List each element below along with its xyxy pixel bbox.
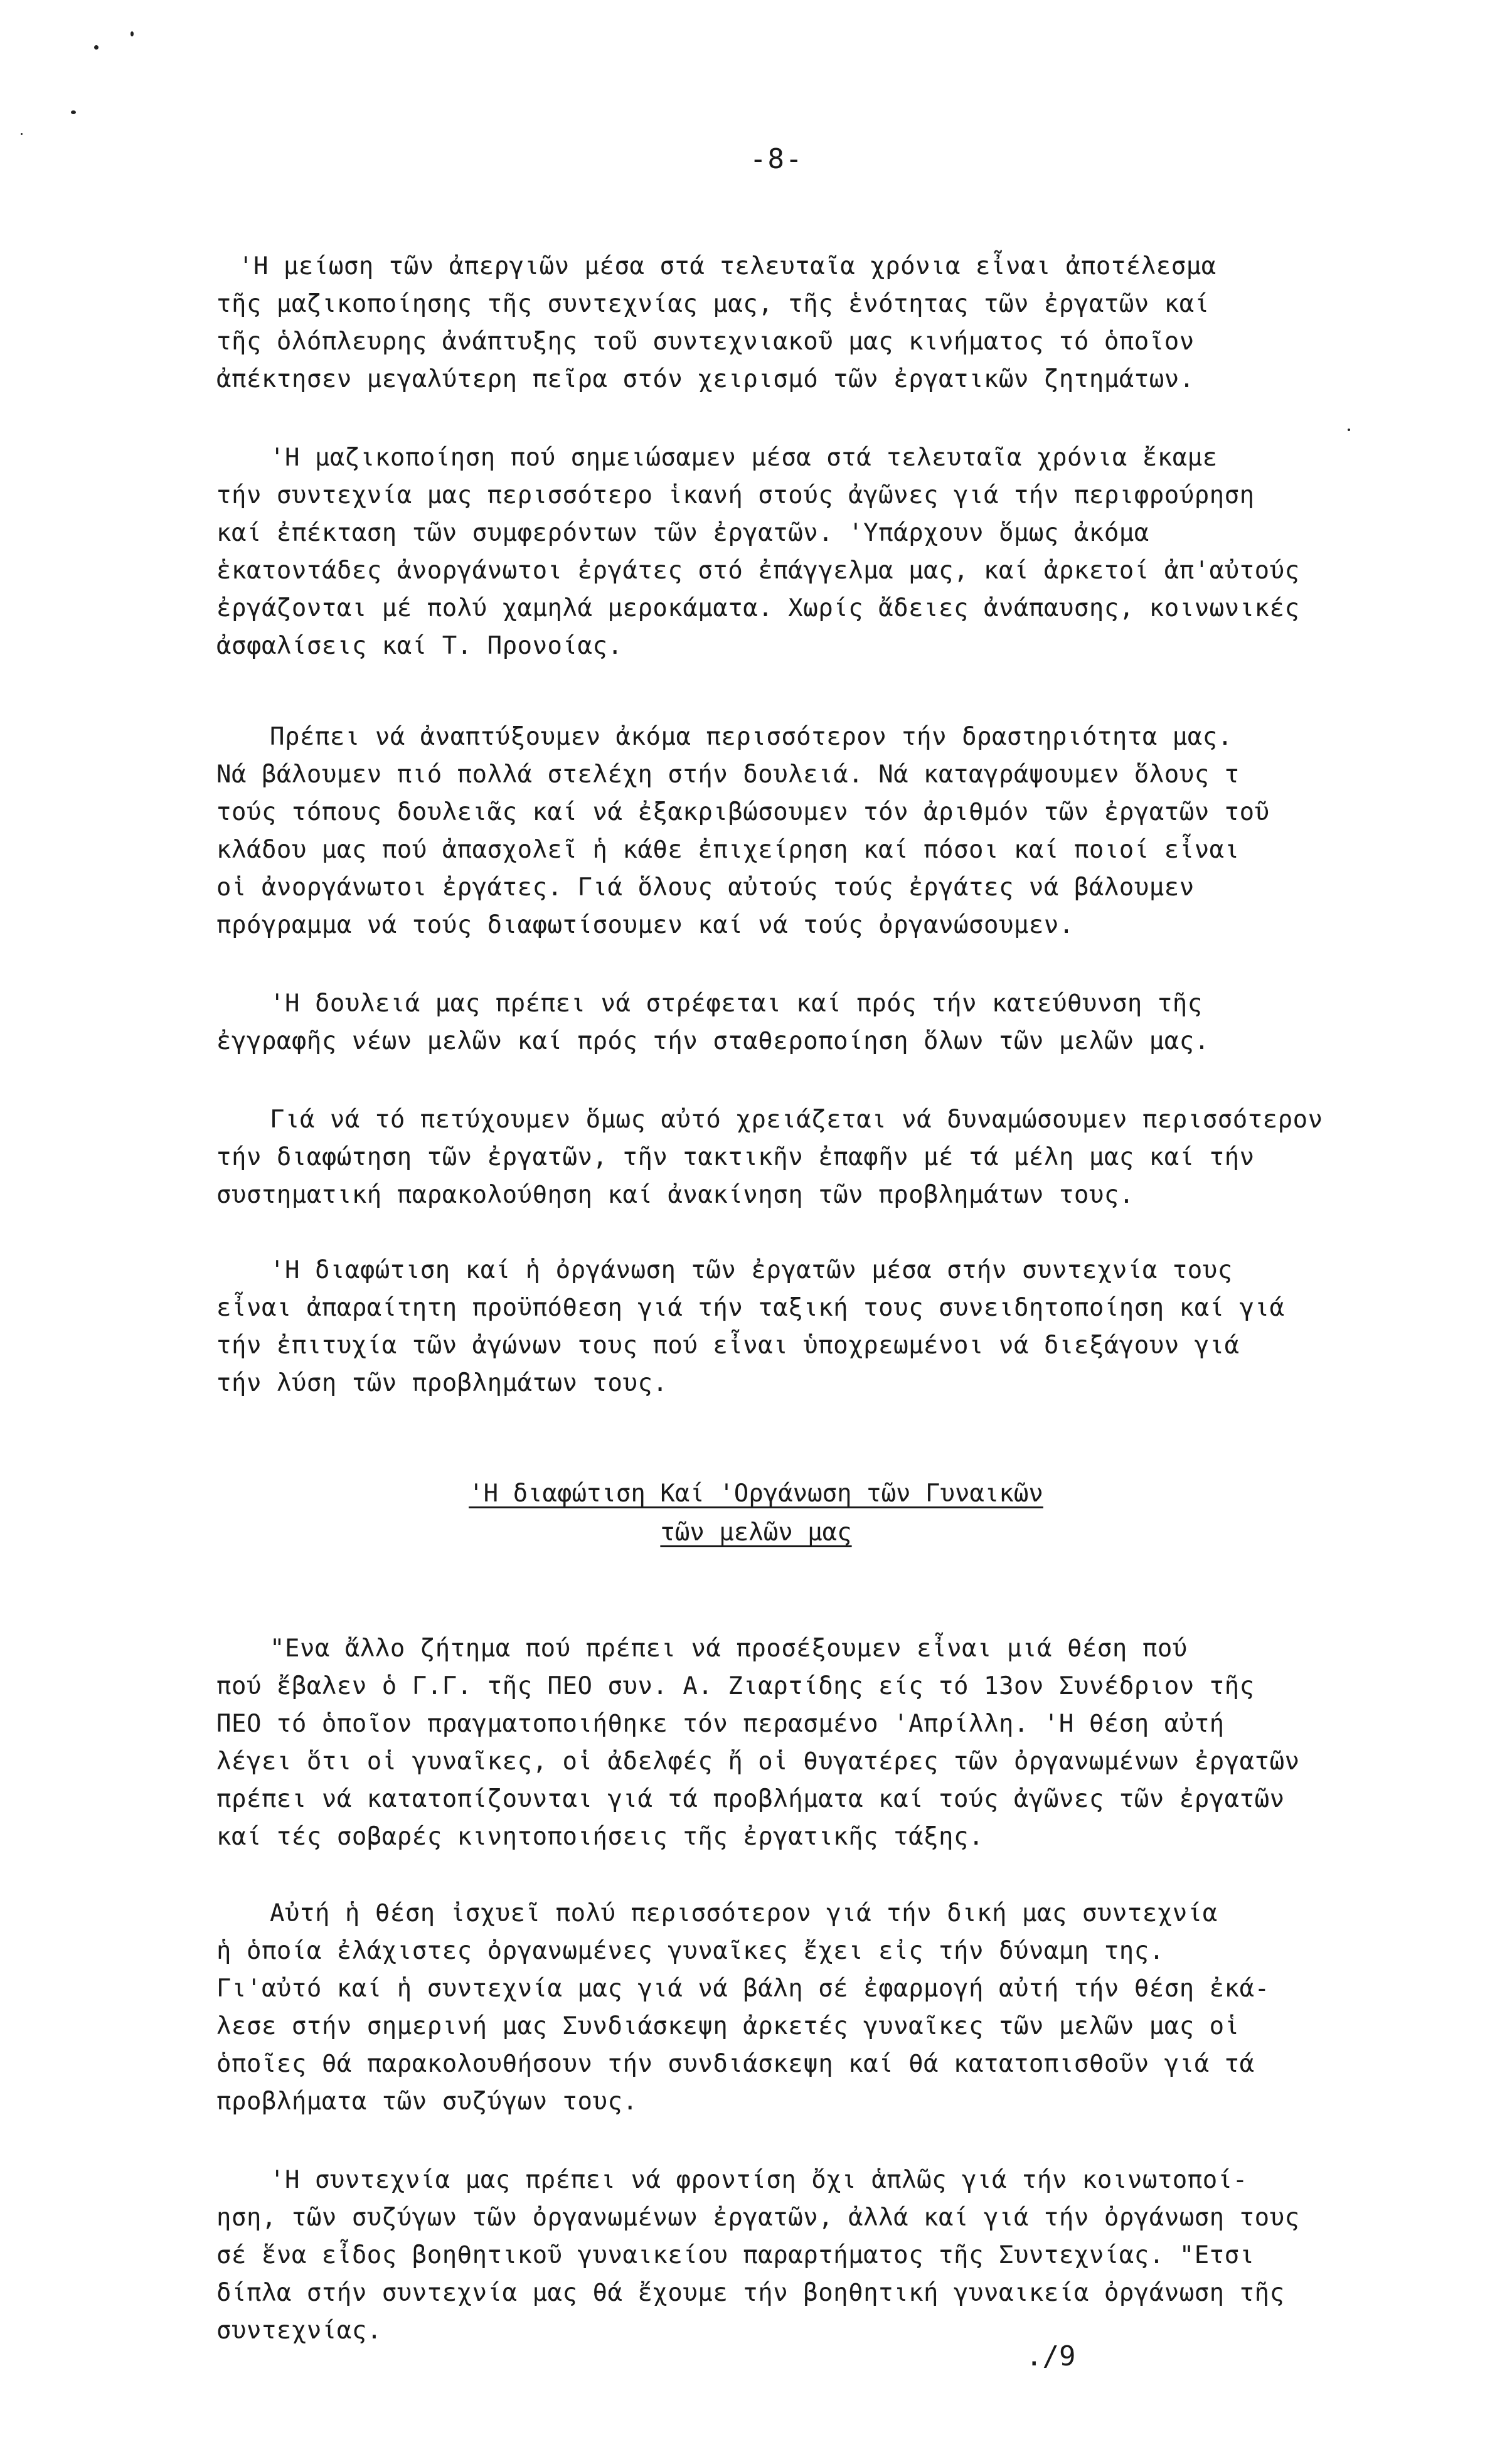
text-line: πρέπει νά κατατοπίζουνται γιά τά προβλήματα καί τούς ἀγῶνες τῶν ἐργατῶν	[216, 1785, 1285, 1813]
text-line: λέγει ὅτι οἱ γυναῖκες, οἱ ἀδελφές ἤ οἱ θυγατέρες τῶν ὀργανωμένων ἐργατῶν	[216, 1747, 1300, 1776]
text-line: εἶναι ἀπαραίτητη προϋπόθεση γιά τήν ταξική τους συνειδητοποίηση καί γιά	[216, 1294, 1285, 1322]
text-line: τούς τόπους δουλειᾶς καί νά ἐξακριβώσουμεν τόν ἀριθμόν τῶν ἐργατῶν τοῦ	[216, 798, 1270, 826]
text-line: 'Η μείωση τῶν ἀπεργιῶν μέσα στά τελευταῖα χρόνια εἶναι ἀποτέλεσμα	[238, 252, 1217, 280]
text-line: τήν συντεχνία μας περισσότερο ἱκανή στούς ἀγῶνες γιά τήν περιφρούρηση	[216, 481, 1255, 509]
section-heading	[0, 1474, 1512, 1552]
text-line: κλάδου μας πού ἀπασχολεῖ ἡ κάθε ἐπιχείρηση καί πόσοι καί ποιοί εἶναι	[216, 836, 1240, 864]
paragraph-7	[216, 1630, 1300, 1856]
text-line: Γι'αὐτό καί ἡ συντεχνία μας γιά νά βάλη σέ ἐφαρμογή αὐτή τήν θέση ἐκά-	[216, 1975, 1270, 2003]
scan-speck	[1348, 429, 1350, 431]
text-line: τήν λύση τῶν προβλημάτων τους.	[216, 1369, 668, 1397]
text-line: ηση, τῶν συζύγων τῶν ὀργανωμένων ἐργατῶν, ἀλλά καί γιά τήν ὀργάνωση τους	[216, 2204, 1300, 2232]
text-line: 'Η δουλειά μας πρέπει νά στρέφεται καί πρός τήν κατεύθυνση τῆς	[270, 989, 1203, 1018]
text-line: Νά βάλουμεν πιό πολλά στελέχη στήν δουλειά. Νά καταγράψουμεν ὅλους τ	[216, 760, 1240, 789]
text-line: 'Η συντεχνία μας πρέπει νά φροντίση ὄχι ἁπλῶς γιά τήν κοινωτοποί-	[270, 2166, 1248, 2194]
scan-speck	[71, 110, 76, 114]
text-line: τῆς μαζικοποίησης τῆς συντεχνίας μας, τῆς ἑνότητας τῶν ἐργατῶν καί	[216, 290, 1210, 318]
text-line: ἐργάζονται μέ πολύ χαμηλά μεροκάματα. Χωρίς ἄδειες ἀνάπαυσης, κοινωνικές	[216, 594, 1300, 622]
scan-speck	[94, 45, 98, 50]
paragraph-4	[216, 985, 1210, 1060]
section-heading-line-2: τῶν μελῶν μας	[660, 1518, 852, 1547]
text-line: ἡ ὁποία ἐλάχιστες ὀργανωμένες γυναῖκες ἔχει εἰς τήν δύναμη της.	[216, 1937, 1164, 1965]
section-heading-line-1: 'Η διαφώτιση Καί 'Οργάνωση τῶν Γυναικῶν	[469, 1479, 1043, 1508]
paragraph-1	[216, 248, 1217, 398]
text-line: οἱ ἀνοργάνωτοι ἐργάτες. Γιά ὅλους αὐτούς τούς ἐργάτες νά βάλουμεν	[216, 873, 1195, 902]
text-line: συστηματική παρακολούθηση καί ἀνακίνηση τῶν προβλημάτων τους.	[216, 1181, 1134, 1209]
text-line: 'Η διαφώτιση καί ἡ ὀργάνωση τῶν ἐργατῶν μέσα στήν συντεχνία τους	[270, 1256, 1233, 1284]
text-line: Αὐτή ἡ θέση ἰσχυεῖ πολύ περισσότερον γιά τήν δική μας συντεχνία	[270, 1899, 1218, 1927]
text-line: καί ἐπέκταση τῶν συμφερόντων τῶν ἐργατῶν. 'Υπάρχουν ὅμως ἀκόμα	[216, 519, 1149, 547]
scan-speck	[130, 31, 134, 36]
text-line: σέ ἕνα εἶδος βοηθητικοῦ γυναικείου παραρτήματος τῆς Συντεχνίας. "Ετσι	[216, 2241, 1255, 2269]
text-line: καί τές σοβαρές κινητοποιήσεις τῆς ἐργατικῆς τάξης.	[216, 1823, 984, 1851]
paragraph-6	[216, 1252, 1285, 1402]
page-number: -8-	[750, 143, 804, 175]
paragraph-3	[216, 718, 1270, 944]
paragraph-5	[216, 1101, 1323, 1214]
paragraph-9	[216, 2161, 1300, 2350]
text-line: ΠΕΟ τό ὁποῖον πραγματοποιήθηκε τόν περασμένο 'Απρίλλη. 'Η θέση αὐτή	[216, 1710, 1225, 1738]
paragraph-8	[216, 1895, 1270, 2121]
text-line: τήν ἐπιτυχία τῶν ἀγώνων τους πού εἶναι ὑποχρεωμένοι νά διεξάγουν γιά	[216, 1331, 1240, 1360]
text-line: τήν διαφώτηση τῶν ἐργατῶν, τῆν τακτικῆν ἐπαφῆν μέ τά μέλη μας καί τήν	[216, 1143, 1255, 1171]
scan-speck	[21, 133, 23, 135]
text-line: 'Η μαζικοποίηση πού σημειώσαμεν μέσα στά τελευταῖα χρόνια ἔκαμε	[270, 444, 1218, 472]
text-line: δίπλα στήν συντεχνία μας θά ἔχουμε τήν βοηθητική γυναικεία ὀργάνωση τῆς	[216, 2279, 1285, 2307]
text-line: "Ενα ἄλλο ζήτημα πού πρέπει νά προσέξουμεν εἶναι μιά θέση πού	[270, 1634, 1188, 1663]
text-line: ἀσφαλίσεις καί Τ. Προνοίας.	[216, 632, 623, 660]
text-line: συντεχνίας.	[216, 2316, 382, 2345]
text-line: πρόγραμμα νά τούς διαφωτίσουμεν καί νά τούς ὀργανώσουμεν.	[216, 911, 1074, 939]
text-line: Πρέπει νά ἀναπτύξουμεν ἀκόμα περισσότερον τήν δραστηριότητα μας.	[270, 723, 1233, 751]
text-line: ἑκατοντάδες ἀνοργάνωτοι ἐργάτες στό ἐπάγγελμα μας, καί ἀρκετοί ἀπ'αὐτούς	[216, 557, 1300, 585]
text-line: ὁποῖες θά παρακολουθήσουν τήν συνδιάσκεψη καί θά κατατοπισθοῦν γιά τά	[216, 2050, 1255, 2078]
text-line: ἀπέκτησεν μεγαλύτερη πεῖρα στόν χειρισμό τῶν ἐργατικῶν ζητημάτων.	[216, 365, 1195, 393]
text-line: λεσε στήν σημερινή μας Συνδιάσκεψη ἀρκετές γυναῖκες τῶν μελῶν μας οἱ	[216, 2012, 1240, 2040]
text-line: πού ἔβαλεν ὁ Γ.Γ. τῆς ΠΕΟ συν. Α. Ζιαρτίδης είς τό 13ον Συνέδριον τῆς	[216, 1672, 1255, 1700]
text-line: προβλήματα τῶν συζύγων τους.	[216, 2087, 638, 2116]
text-line: τῆς ὁλόπλευρης ἀνάπτυξης τοῦ συντεχνιακοῦ μας κινήματος τό ὁποῖον	[216, 328, 1195, 356]
text-line: ἐγγραφῆς νέων μελῶν καί πρός τήν σταθεροποίηση ὅλων τῶν μελῶν μας.	[216, 1027, 1210, 1055]
text-line: Γιά νά τό πετύχουμεν ὅμως αὐτό χρειάζεται νά δυναμώσουμεν περισσότερον	[270, 1106, 1323, 1134]
paragraph-2	[216, 439, 1300, 665]
continuation-mark: ./9	[1026, 2340, 1076, 2372]
